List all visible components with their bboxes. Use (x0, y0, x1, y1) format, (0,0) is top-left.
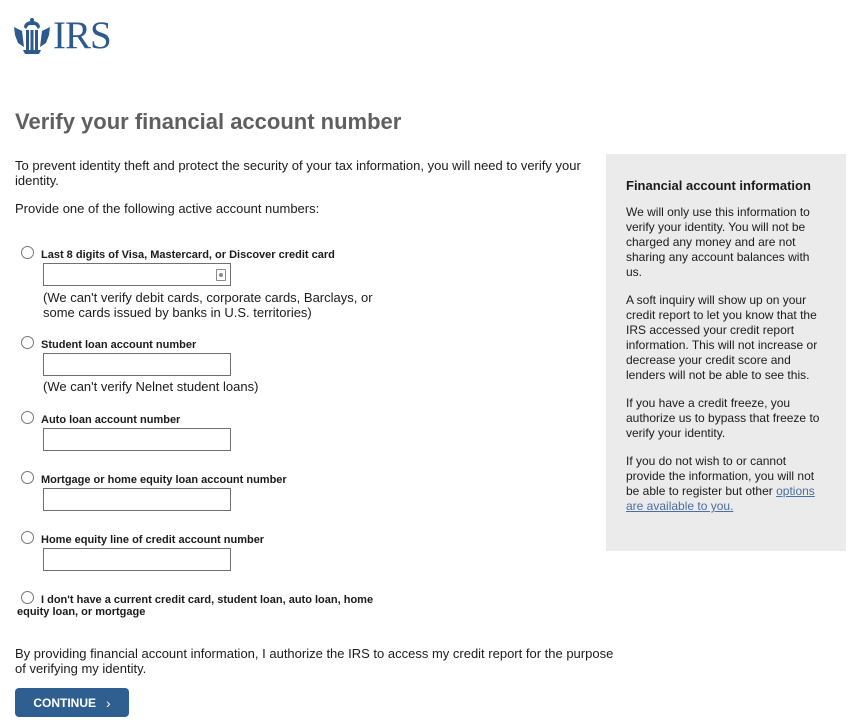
sidebar-paragraph-3: If you have a credit freeze, you authorize us to bypass that freeze to verify your identity. (626, 396, 820, 440)
page-title: Verify your financial account number (15, 109, 402, 134)
irs-logo[interactable] (12, 16, 111, 56)
eagle-emblem-icon (12, 17, 52, 55)
student-loan-note: (We can't verify Nelnet student loans) (43, 379, 259, 394)
heloc-input[interactable] (43, 548, 231, 571)
auto-loan-label: Auto loan account number (41, 414, 181, 426)
sidebar-paragraph-1: We will only use this information to verify your identity. You will not be charged any money and are not sharing any account balances with us. (626, 205, 810, 279)
radio-credit-card[interactable] (21, 246, 34, 259)
auto-loan-input[interactable] (43, 428, 231, 451)
radio-mortgage[interactable] (21, 471, 34, 484)
heloc-label: Home equity line of credit account number (41, 534, 265, 546)
credit-card-input[interactable] (43, 263, 231, 286)
mortgage-label: Mortgage or home equity loan account number (41, 474, 287, 486)
sidebar-paragraph-4 (626, 454, 826, 514)
radio-auto-loan[interactable] (21, 411, 34, 424)
continue-button[interactable] (15, 688, 129, 717)
financial-info-sidebar (606, 154, 846, 551)
none-label-line2: equity loan, or mortgage (17, 606, 146, 618)
irs-logo-text: IRS (53, 14, 111, 57)
consent-text: By providing financial account information, I authorize the IRS to access my credit report for the purpose of verifying my identity. (15, 646, 614, 676)
other-options-link[interactable]: options are available to you. (626, 484, 815, 513)
credit-card-note-line1: (We can't verify debit cards, corporate cards, Barclays, or (43, 290, 373, 305)
radio-none[interactable] (21, 591, 34, 604)
credit-card-note-line2: some cards issued by banks in U.S. territories) (43, 305, 312, 320)
radio-heloc[interactable] (21, 531, 34, 544)
continue-button-label: CONTINUE (33, 695, 96, 710)
password-manager-icon[interactable] (216, 269, 226, 281)
student-loan-label: Student loan account number (41, 339, 197, 351)
credit-card-label: Last 8 digits of Visa, Mastercard, or Discover credit card (41, 249, 335, 261)
mortgage-input[interactable] (43, 488, 231, 511)
chevron-right-icon: › (106, 694, 111, 711)
sidebar-paragraph-2: A soft inquiry will show up on your credit report to let you know that the IRS accessed your credit report information. This will not increase or decrease your credit score and lenders will not be able to see this. (626, 293, 818, 382)
sidebar-paragraph-4-text: If you do not wish to or cannot provide the information, you will not be able to register but other (626, 454, 815, 498)
radio-student-loan[interactable] (21, 336, 34, 349)
sidebar-title: Financial account information (626, 178, 811, 193)
none-label-line1: I don't have a current credit card, student loan, auto loan, home (41, 594, 374, 606)
prompt-text: Provide one of the following active account numbers: (15, 201, 320, 216)
intro-text: To prevent identity theft and protect the security of your tax information, you will need to verify your identity. (15, 158, 581, 188)
student-loan-input[interactable] (43, 353, 231, 376)
